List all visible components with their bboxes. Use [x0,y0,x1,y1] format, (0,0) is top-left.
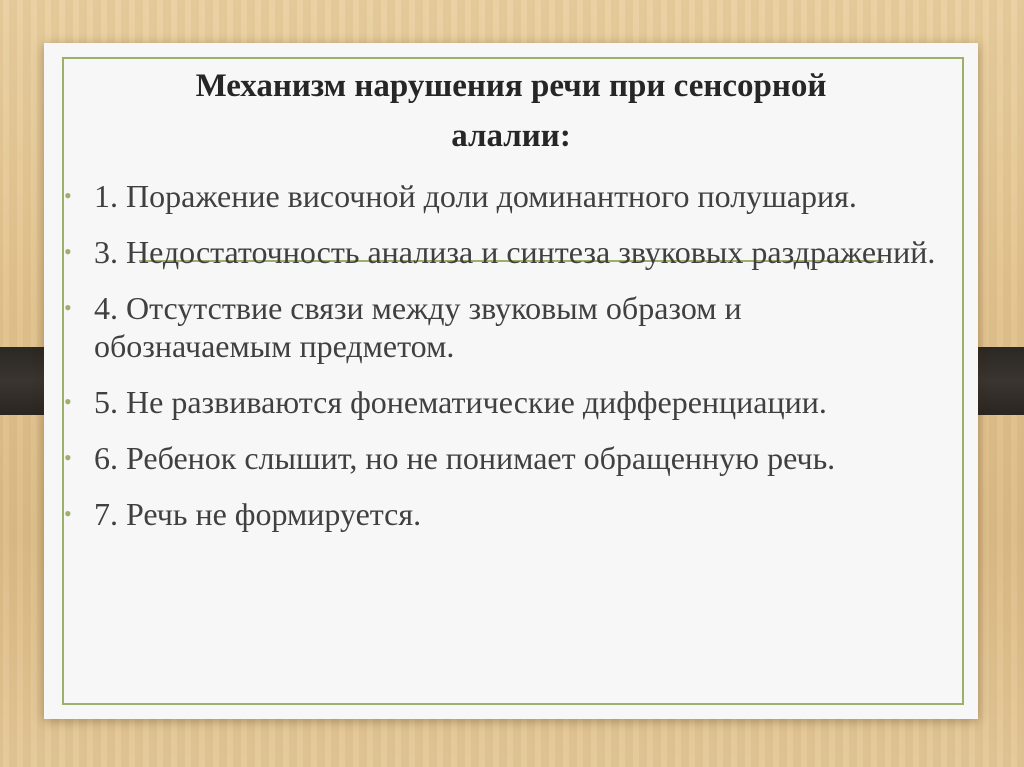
list-item-text: 5. Не развиваются фонематические дифференциации. [94,384,827,420]
list-item-text: 1. Поражение височной доли доминантного полушария. [94,178,857,214]
list-item-text: 4. Отсутствие связи между звуковым образом и обозначаемым предметом. [94,290,742,364]
list-item-text: 7. Речь не формируется. [94,496,422,532]
slide-title-line-2: алалии: [451,118,571,154]
list-item [64,233,944,271]
slide-title [44,61,978,161]
list-item [64,439,944,477]
slide-title-line-1: Механизм нарушения речи при сенсорной [195,68,827,104]
bullet-icon: • [64,239,72,264]
bullet-icon: • [64,501,72,526]
bullet-icon: • [64,389,72,414]
bullet-icon: • [64,295,72,320]
bullet-list [64,177,944,533]
slide-paper [44,43,978,719]
list-item [64,177,944,215]
list-item-text: 3. Недостаточность анализа и синтеза звуковых раздражений. [94,234,936,270]
list-item [64,289,944,365]
list-item [64,383,944,421]
list-item-text: 6. Ребенок слышит, но не понимает обращенную речь. [94,440,836,476]
bullet-icon: • [64,445,72,470]
list-item [64,495,944,533]
bullet-icon: • [64,183,72,208]
